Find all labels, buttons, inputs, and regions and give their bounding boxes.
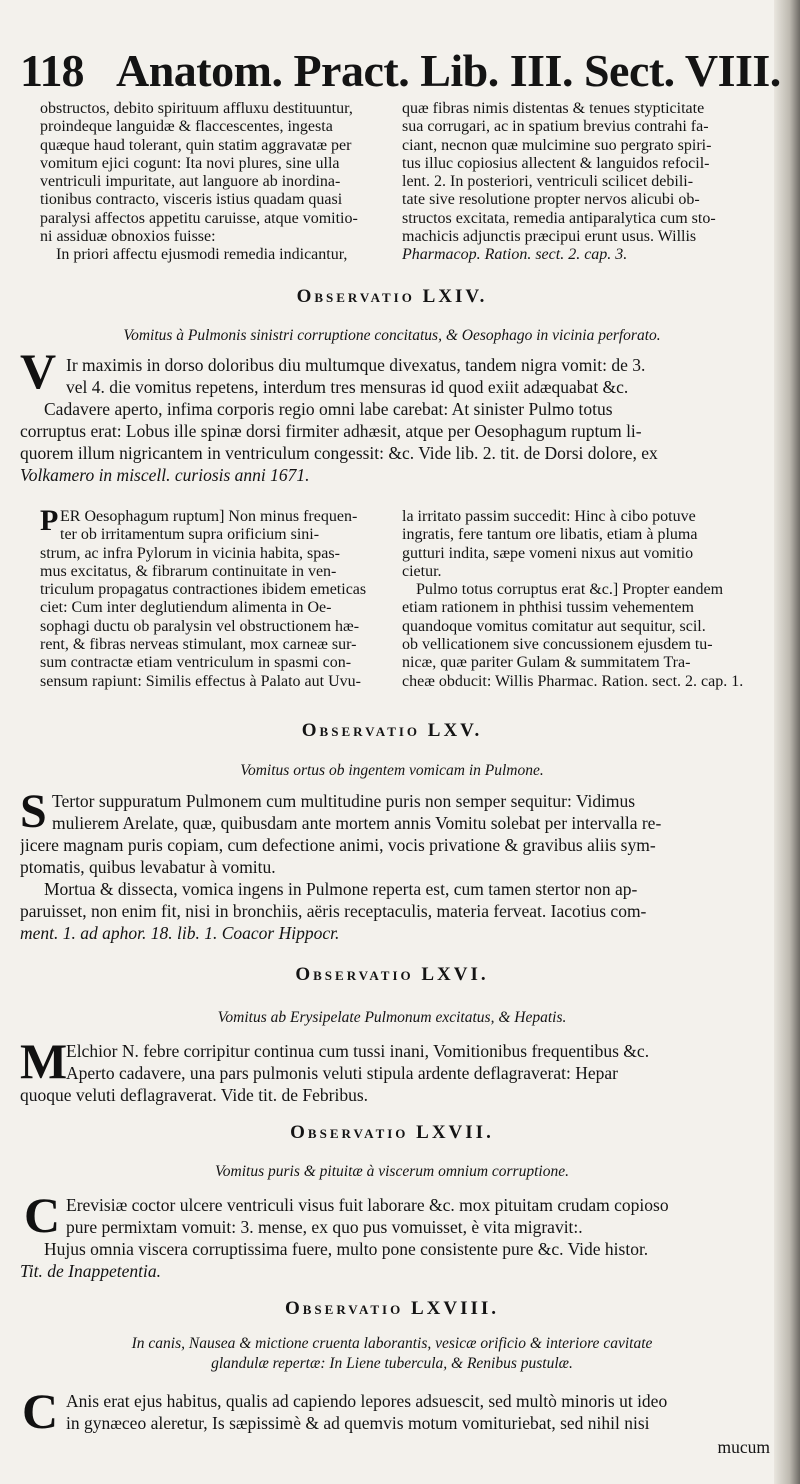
page-number: 118: [20, 45, 84, 96]
observatio-64-subtitle: Vomitus à Pulmonis sinistri corruptione concitatus, & Oesophago in vicinia perforato.: [123, 327, 661, 344]
observatio-68-subtitle-line: In canis, Nausea & mictione cruenta laborantis, vesicæ orificio & interiore cavitate: [131, 1335, 653, 1352]
observatio-65-text-cont: [20, 834, 764, 944]
running-head: Anatom. Pract. Lib. III. Sect. VIII.: [116, 45, 781, 96]
text-line: Tit. de Inappetentia.: [20, 1261, 161, 1281]
text-line: etiam rationem in phthisi tussim vehementem: [402, 599, 694, 617]
text-line: lent. 2. In posteriori, ventriculi scilicet debili-: [402, 173, 694, 191]
text-line: ER Oesophagum ruptum] Non minus frequen-: [60, 508, 358, 525]
text-line: tus illuc copiosius allectent & languidos refocil-: [402, 154, 710, 172]
text-line: structos excitata, remedia antiparalytica cum sto-: [402, 209, 716, 227]
text-line: ciet: Cum inter deglutiendum alimenta in Oe-: [40, 599, 332, 617]
text-line: Pharmacop. Ration. sect. 2. cap. 3.: [402, 246, 628, 264]
observatio-66-heading: Observatio LXVI.: [295, 964, 489, 985]
observatio-64-commentary-left: [40, 504, 390, 691]
text-line: rent, & fibras nerveas stimulant, mox carneæ sur-: [40, 636, 357, 654]
drop-cap: C: [24, 1187, 61, 1243]
text-line: ingratis, fere tantum ore libatis, etiam à pluma: [402, 526, 698, 544]
text-line: mus excitatus, & fibrarum continuitate in ven-: [40, 562, 337, 580]
text-line: corruptus erat: Lobus ille spinæ dorsi firmiter adhæsit, atque per Oesophagum ruptum li-: [20, 421, 642, 441]
drop-cap: V: [20, 343, 57, 399]
text-line: vomitum ejici cogunt: Ita novi plures, sine ulla: [40, 154, 340, 172]
observatio-66-text: [66, 1040, 764, 1084]
observatio-64-text: [66, 354, 764, 398]
text-line: quæque haud tolerant, quin statim aggravatæ per: [40, 136, 352, 154]
observatio-65-heading: Observatio LXV.: [301, 720, 483, 741]
text-line: ventriculi impuritate, aut languore ab inordina-: [40, 173, 341, 191]
text-line: sum contractæ etiam ventriculum in spasmi con-: [40, 654, 352, 672]
observatio-66-text-cont: [20, 1084, 764, 1106]
text-line: Aperto cadavere, una pars pulmonis veluti stipula ardente deflagraverat: Hepar: [66, 1063, 618, 1083]
observatio-67-text-cont: [20, 1238, 764, 1282]
text-line: ni assiduæ obnoxios fuisse:: [40, 228, 216, 246]
text-line: Erevisiæ coctor ulcere ventriculi visus fuit laborare &c. mox pituitam crudam copioso: [66, 1195, 669, 1215]
text-line: Hujus omnia viscera corruptissima fuere, multo pone consistente pure &c. Vide histor.: [44, 1239, 649, 1259]
text-line: gutturi indita, sæpe vomeni nixus aut vomitio: [402, 544, 694, 562]
text-line: Pulmo totus corruptus erat &c.] Propter eandem: [416, 581, 724, 599]
text-line: Tertor suppuratum Pulmonem cum multitudine puris non semper sequitur: Vidimus: [52, 791, 636, 811]
text-line: Anis erat ejus habitus, qualis ad capiendo lepores adsuescit, sed multò minoris ut ideo: [66, 1391, 668, 1411]
text-line: quorem illum nigricantem in ventriculum congessit: &c. Vide lib. 2. tit. de Dorsi dolore, ex: [20, 443, 658, 463]
observatio-64-text-cont: [20, 398, 764, 486]
text-line: Cadavere aperto, infima corporis regio omni labe carebat: At sinister Pulmo totus: [44, 399, 613, 419]
text-line: cheæ obducit: Willis Pharmac. Ration. sect. 2. cap. 1.: [402, 672, 744, 690]
text-line: sua corrugari, ac in spatium brevius contrahi fa-: [402, 118, 709, 136]
text-line: Ir maximis in dorso doloribus diu multumque divexatus, tandem nigra vomit: de 3.: [66, 355, 646, 375]
catchword: mucum: [717, 1437, 770, 1457]
observatio-67-subtitle: Vomitus puris & pituitæ à viscerum omnium corruptione.: [215, 1163, 569, 1180]
text-line: Volkamero in miscell. curiosis anni 1671.: [20, 465, 310, 485]
observatio-64-commentary-right: [402, 508, 764, 691]
text-line: ptomatis, quibus levabatur à vomitu.: [20, 857, 276, 877]
text-line: paralysi affectos appetitu caruisse, atque vomitio-: [40, 209, 358, 227]
text-line: In priori affectu ejusmodi remedia indicantur,: [56, 246, 348, 264]
page-header: [20, 44, 781, 98]
observatio-67-heading: Observatio LXVII.: [290, 1122, 494, 1143]
text-line: mulierem Arelate, quæ, quibusdam ante mortem annis Vomitu solebat per intervalla re-: [52, 813, 662, 833]
drop-cap: P: [40, 504, 59, 537]
text-line: ter ob irritamentum supra orificium sini-: [60, 526, 320, 544]
text-line: sophagi ductu ob paralysin vel obstructionem hæ-: [40, 617, 360, 635]
drop-cap: C: [22, 1383, 59, 1439]
text-line: in gynæceo aleretur, Is sæpissimè & ad quemvis motum vomituriebat, sed nihil nisi: [66, 1413, 650, 1433]
observatio-68-heading: Observatio LXVIII.: [284, 1298, 500, 1319]
text-line: Elchior N. febre corripitur continua cum tussi inani, Vomitionibus frequentibus &c.: [66, 1041, 650, 1061]
text-line: quoque veluti deflagraverat. Vide tit. de Febribus.: [20, 1085, 369, 1105]
text-line: la irritato passim succedit: Hinc à cibo potuve: [402, 508, 696, 525]
drop-cap: M: [20, 1033, 68, 1089]
text-line: sensum rapiunt: Similis effectus à Palato aut Uvu-: [40, 672, 361, 690]
intro-right-column: [402, 100, 764, 265]
page-gutter-shadow: [774, 0, 800, 1484]
text-line: ment. 1. ad aphor. 18. lib. 1. Coacor Hippocr.: [20, 923, 340, 943]
observatio-65-subtitle: Vomitus ortus ob ingentem vomicam in Pulmone.: [240, 762, 544, 779]
observatio-68-subtitle-line: glandulæ repertæ: In Liene tubercula, & Renibus pustulæ.: [211, 1355, 573, 1372]
observatio-65-text: [52, 790, 764, 834]
text-line: cietur.: [402, 562, 442, 580]
text-line: ciant, necnon quæ mulcimine suo pergrato spiri-: [402, 136, 712, 154]
text-line: Mortua & dissecta, vomica ingens in Pulmone reperta est, cum tamen stertor non ap-: [44, 879, 638, 899]
observatio-64-heading: Observatio LXIV.: [296, 286, 488, 307]
text-line: quandoque vomitus comitatur aut sequitur, scil.: [402, 617, 706, 635]
text-line: quæ fibras nimis distentas & tenues stypticitate: [402, 100, 705, 117]
text-line: strum, ac infra Pylorum in vicinia habita, spas-: [40, 544, 340, 562]
observatio-66-subtitle: Vomitus ab Erysipelate Pulmonum excitatus, & Hepatis.: [217, 1009, 567, 1026]
text-line: ob vellicationem sive concussionem ejusdem tu-: [402, 636, 713, 654]
observatio-68-text: [66, 1390, 764, 1434]
text-line: tionibus contracto, visceris istius quadam quasi: [40, 191, 343, 209]
text-line: triculum propagatus contractiones ibidem emeticas: [40, 581, 367, 599]
text-line: paruisset, non enim fit, nisi in bronchiis, aëris receptaculis, materia ferveat. Iacotius com-: [20, 901, 647, 921]
text-line: machicis adjunctis præcipui erunt usus. Willis: [402, 228, 697, 246]
text-line: proindeque languidæ & flaccescentes, ingesta: [40, 118, 333, 136]
text-line: jicere magnam puris copiam, cum defectione animi, vocis privatione & gravibus aliis sym-: [20, 835, 656, 855]
text-line: tate sive resolutione propter nervos alicubi ob-: [402, 191, 700, 209]
intro-left-column: [40, 100, 390, 265]
observatio-67-text: [66, 1194, 764, 1238]
text-line: nicæ, quæ pariter Gulam & summitatem Tra-: [402, 654, 691, 672]
text-line: vel 4. die vomitus repetens, interdum tres mensuras id quod exiit adæquabat &c.: [66, 377, 629, 397]
drop-cap: S: [20, 785, 47, 838]
text-line: pure permixtam vomuit: 3. mense, ex quo pus vomuisset, è vita migravit:.: [66, 1217, 583, 1237]
text-line: obstructos, debito spirituum affluxu destituuntur,: [40, 100, 353, 117]
